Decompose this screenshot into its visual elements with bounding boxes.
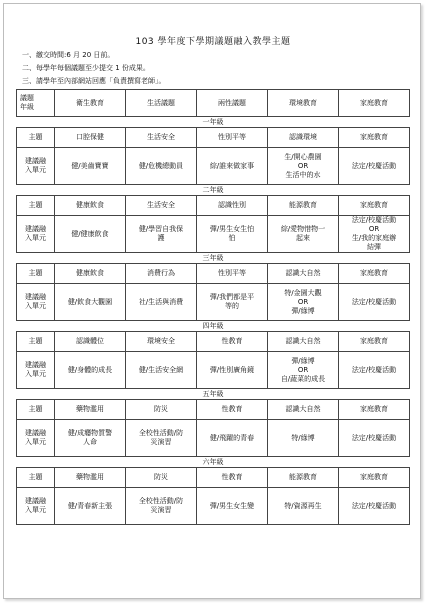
unit-row-label: [17, 420, 55, 457]
unit-cell-line: OR: [297, 365, 309, 374]
topic-cell-gender: 性教育: [197, 332, 268, 352]
topic-row: [17, 332, 410, 352]
unit-cell-environment: [268, 420, 339, 457]
unit-cell-line: OR: [297, 161, 309, 170]
unit-cell-family: [339, 352, 410, 389]
grade-label: 一年級: [17, 117, 410, 128]
unit-row: [17, 488, 410, 525]
unit-cell-line: 健/生活安全網: [138, 365, 184, 374]
topic-cell-family: 家庭教育: [339, 196, 410, 216]
unit-cell-gender: [197, 148, 268, 185]
unit-cell-environment: [268, 148, 339, 185]
topic-cell-life: 生活安全: [126, 196, 197, 216]
unit-cell-gender: [197, 216, 268, 253]
note-deadline: 一、繳交時間:6 月 20 日前。: [22, 51, 115, 59]
unit-cell-health: [55, 148, 126, 185]
unit-cell-family: [339, 148, 410, 185]
topic-cell-life: 消費行為: [126, 264, 197, 284]
topic-cell-family: 家庭教育: [339, 264, 410, 284]
unit-cell-line: 自/蔬菜的成長: [280, 374, 326, 383]
unit-cell-gender: [197, 352, 268, 389]
unit-cell-line: 健/身體的成長: [67, 365, 113, 374]
grade-row: [17, 253, 410, 264]
unit-cell-line: 健/美齒寶寶: [71, 161, 109, 170]
unit-cell-line: 法定/校慶活動: [351, 161, 397, 170]
topic-cell-health: 健康飲食: [55, 196, 126, 216]
topic-row-label: 主題: [17, 400, 55, 420]
unit-label-line: 建議融: [25, 293, 46, 301]
unit-label-line: 入單元: [25, 234, 46, 242]
unit-cell-line: 特/金園大觀: [284, 288, 322, 297]
unit-cell-line: 健/危機總動員: [138, 161, 184, 170]
unit-cell-life: [126, 148, 197, 185]
topic-cell-gender: 性教育: [197, 400, 268, 420]
topic-cell-family: 家庭教育: [339, 468, 410, 488]
unit-cell-line: 法定/校慶活動: [351, 216, 397, 224]
unit-cell-line: 災演習: [150, 438, 172, 446]
topic-row-label: 主題: [17, 196, 55, 216]
unit-cell-environment: [268, 352, 339, 389]
unit-label-line: 入單元: [25, 506, 46, 514]
topic-row-label: 主題: [17, 128, 55, 148]
topic-cell-family: 家庭教育: [339, 400, 410, 420]
topic-cell-health: 口腔保健: [55, 128, 126, 148]
unit-cell-family: [339, 216, 410, 253]
unit-cell-line: 法定/校慶活動: [351, 501, 397, 510]
unit-cell-line: 健/飛躍的青春: [209, 433, 255, 442]
unit-label-line: 入單元: [25, 438, 46, 446]
unit-cell-line: 彈/男生女生變: [209, 501, 255, 510]
unit-cell-line: 全校性活動/防: [138, 497, 184, 505]
unit-cell-family: [339, 284, 410, 321]
unit-label-line: 建議融: [25, 225, 46, 233]
topic-row: [17, 128, 410, 148]
unit-cell-line: 健/成癮物質警: [67, 429, 113, 437]
unit-cell-health: [55, 352, 126, 389]
unit-cell-line: 特/綠博: [291, 433, 315, 442]
unit-cell-health: [55, 488, 126, 525]
topic-row-label: 主題: [17, 468, 55, 488]
topics-table-body: [17, 90, 410, 525]
unit-cell-life: [126, 284, 197, 321]
grade-row: [17, 389, 410, 400]
topic-row-label: 主題: [17, 332, 55, 352]
unit-cell-health: [55, 216, 126, 253]
topic-cell-health: 藥物濫用: [55, 400, 126, 420]
unit-cell-line: 結彈: [367, 243, 381, 251]
unit-cell-line: 綜/愛物惜物一: [280, 225, 326, 233]
unit-cell-environment: [268, 216, 339, 253]
unit-cell-family: [339, 488, 410, 525]
unit-cell-line: 生/開心農園: [284, 152, 322, 161]
unit-cell-line: 生活中的水: [285, 170, 321, 179]
unit-cell-line: 健/健康飲食: [71, 229, 109, 238]
col-header-environment: 環境教育: [268, 90, 339, 117]
unit-row: [17, 216, 410, 253]
grade-label: 四年級: [17, 321, 410, 332]
unit-row: [17, 352, 410, 389]
col-header-life: 生活議題: [126, 90, 197, 117]
page-title: 103 學年度下學期議題融入教學主題: [135, 37, 291, 47]
unit-cell-line: 綜/誰來做家事: [209, 161, 255, 170]
unit-cell-line: 起來: [296, 234, 310, 242]
topic-cell-life: 防災: [126, 400, 197, 420]
corner-cell: [17, 90, 55, 117]
unit-cell-life: [126, 488, 197, 525]
topic-cell-gender: 性教育: [197, 468, 268, 488]
grade-label: 三年級: [17, 253, 410, 264]
topic-cell-gender: 性別平等: [197, 128, 268, 148]
unit-cell-line: 災演習: [150, 506, 172, 514]
topic-row: [17, 264, 410, 284]
unit-cell-line: 彈/綠博: [291, 356, 315, 365]
unit-cell-line: 全校性活動/防: [138, 429, 184, 437]
topic-row-label: 主題: [17, 264, 55, 284]
corner-grade-label: 年級: [20, 103, 34, 111]
unit-cell-line: 特/資源再生: [284, 501, 322, 510]
unit-cell-life: [126, 216, 197, 253]
topic-cell-life: 生活安全: [126, 128, 197, 148]
unit-cell-line: 法定/校慶活動: [351, 365, 397, 374]
unit-cell-line: 等的: [225, 302, 239, 310]
grade-label: 五年級: [17, 389, 410, 400]
unit-cell-line: 社/生活與消費: [138, 297, 184, 306]
unit-row-label: [17, 216, 55, 253]
unit-label-line: 入單元: [25, 166, 46, 174]
topic-cell-environment: 認識大自然: [268, 332, 339, 352]
grade-row: [17, 321, 410, 332]
unit-cell-line: 彈/綠博: [291, 306, 315, 315]
unit-cell-line: 法定/校慶活動: [351, 297, 397, 306]
topic-cell-environment: 認識環境: [268, 128, 339, 148]
unit-cell-line: OR: [368, 225, 380, 233]
unit-label-line: 建議融: [25, 361, 46, 369]
topic-cell-life: 防災: [126, 468, 197, 488]
unit-cell-life: [126, 420, 197, 457]
unit-label-line: 建議融: [25, 497, 46, 505]
topic-row: [17, 400, 410, 420]
topic-row: [17, 196, 410, 216]
unit-label-line: 入單元: [25, 370, 46, 378]
unit-label-line: 建議融: [25, 157, 46, 165]
unit-cell-family: [339, 420, 410, 457]
notes-list: [22, 49, 166, 88]
unit-cell-line: 彈/男生女生怕: [209, 225, 255, 233]
unit-cell-environment: [268, 488, 339, 525]
grade-row: [17, 117, 410, 128]
grade-label: 六年級: [17, 457, 410, 468]
unit-row-label: [17, 284, 55, 321]
unit-cell-line: 健/青春新主張: [67, 501, 113, 510]
topic-cell-health: 認識體位: [55, 332, 126, 352]
grade-row: [17, 457, 410, 468]
unit-cell-line: 法定/校慶活動: [351, 433, 397, 442]
unit-cell-line: 生/我的家庭辦: [351, 234, 397, 242]
unit-cell-line: 彈/我們都是平: [209, 293, 255, 301]
unit-cell-line: OR: [297, 297, 309, 306]
unit-cell-gender: [197, 488, 268, 525]
topic-cell-family: 家庭教育: [339, 128, 410, 148]
unit-row: [17, 420, 410, 457]
unit-label-line: 建議融: [25, 429, 46, 437]
grade-row: [17, 185, 410, 196]
topic-cell-health: 健康飲食: [55, 264, 126, 284]
topic-cell-life: 環境安全: [126, 332, 197, 352]
topic-row: [17, 468, 410, 488]
col-header-family: 家庭教育: [339, 90, 410, 117]
unit-cell-line: 人命: [83, 438, 97, 446]
topics-table: [16, 89, 410, 525]
unit-cell-gender: [197, 420, 268, 457]
note-requirement: 二、每學年每個議題至少提交 1 份成果。: [22, 64, 150, 72]
topic-cell-health: 藥物濫用: [55, 468, 126, 488]
unit-row-label: [17, 148, 55, 185]
corner-issue-label: 議題: [20, 94, 34, 102]
col-header-gender: 兩性議題: [197, 90, 268, 117]
unit-cell-line: 健/飲食大觀園: [67, 297, 113, 306]
topic-cell-gender: 性別平等: [197, 264, 268, 284]
topic-cell-gender: 認識性別: [197, 196, 268, 216]
grade-label: 二年級: [17, 185, 410, 196]
unit-row: [17, 148, 410, 185]
unit-row: [17, 284, 410, 321]
unit-row-label: [17, 488, 55, 525]
unit-cell-line: 健/學習自我保: [138, 225, 184, 233]
unit-label-line: 入單元: [25, 302, 46, 310]
unit-cell-line: 怕: [228, 234, 236, 242]
unit-row-label: [17, 352, 55, 389]
unit-cell-line: 彈/性別廣角鏡: [209, 365, 255, 374]
topic-cell-family: 家庭教育: [339, 332, 410, 352]
topic-cell-environment: 認識大自然: [268, 400, 339, 420]
topic-cell-environment: 能源教育: [268, 196, 339, 216]
header-row: [17, 90, 410, 117]
unit-cell-life: [126, 352, 197, 389]
unit-cell-health: [55, 284, 126, 321]
topic-cell-environment: 認識大自然: [268, 264, 339, 284]
unit-cell-environment: [268, 284, 339, 321]
unit-cell-line: 護: [157, 234, 165, 242]
unit-cell-health: [55, 420, 126, 457]
unit-cell-gender: [197, 284, 268, 321]
topic-cell-environment: 能源教育: [268, 468, 339, 488]
note-response: 三、請學年至內部網站回應「負責撰寫老師」。: [22, 77, 166, 85]
col-header-health: 衛生教育: [55, 90, 126, 117]
